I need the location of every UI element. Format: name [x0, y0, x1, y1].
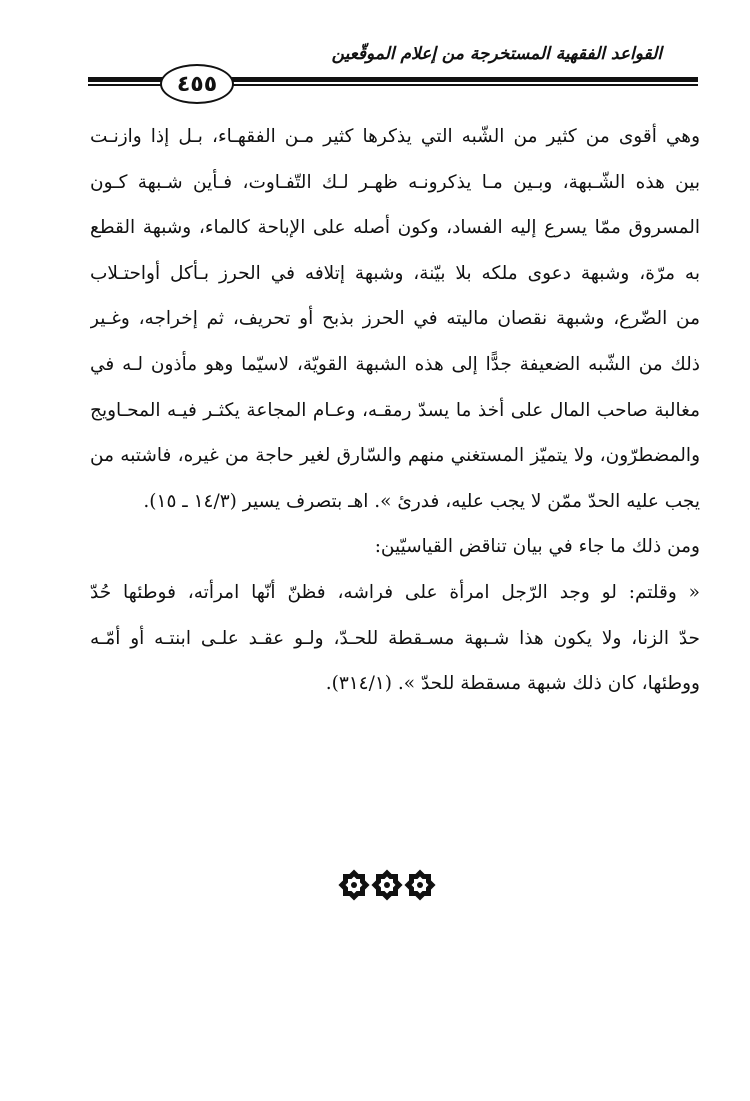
body-text — [90, 114, 700, 707]
text-line: والمضطرّون، ولا يتميّز المستغني منهم والسّارق لغير حاجة من غيره، فاشتبه من — [90, 445, 700, 467]
text-line: يجب عليه الحدّ ممّن لا يجب عليه، فدرئ ». اهـ بتصرف يسير (١٤/٣ ـ ١٥). — [143, 490, 700, 512]
text-line: من الضّرع، وشبهة نقصان ماليته في الحرز بذبح أو تحريف، ثم إخراجه، وغـير — [90, 308, 700, 330]
star-icon — [371, 869, 402, 900]
text-line: وهي أقوى من كثير من الشّبه التي يذكرها كثير مـن الفقهـاء، بـل إذا وازنـت — [90, 126, 700, 147]
text-line: المسروق ممّا يسرع إليه الفساد، وكون أصله على الإباحة كالماء، وشبهة القطع — [90, 217, 700, 239]
text-line: مغالبة صاحب المال على أخذ ما يسدّ رمقـه، وعـام المجاعة يكثـر فيـه المحـاويج — [90, 399, 700, 421]
ornament-svg — [337, 868, 437, 902]
text-line: « وقلتم: لو وجد الرّجل امرأة على فراشه، فظنّ أنّها امرأته، فوطئها حُدّ — [90, 581, 700, 603]
text-line: به مرّة، وشبهة دعوى ملكه بلا بيّنة، وشبهة إتلافه في الحرز بـأكل أواحتـلاب — [90, 262, 700, 284]
text-line: ذلك من الشّبه الضعيفة جدًّا إلى هذه الشبهة القويّة، لاسيّما وهو مأذون لـه في — [90, 353, 700, 375]
running-title: القواعد الفقهية المستخرجة من إعلام الموقّعين — [331, 44, 662, 64]
star-icon — [338, 869, 369, 900]
three-star-ornament-icon — [337, 868, 437, 902]
text-line: بين هذه الشّـبهة، وبـين مـا يذكرونـه ظهـر لـك التّفـاوت، فـأين شـبهة كـون — [90, 171, 700, 193]
text-line: حدّ الزنا، ولا يكون هذا شـبهة مسـقطة للحـدّ، ولـو عقـد علـى ابنتـه أو أمّـه — [90, 627, 700, 649]
text-line: ومن ذلك ما جاء في بيان تناقض القياسيّين: — [374, 536, 700, 558]
page-number: ٤٥٥ — [160, 64, 234, 104]
star-icon — [404, 869, 435, 900]
text-line: ووطئها، كان ذلك شبهة مسقطة للحدّ ». (٣١٤/١). — [325, 673, 700, 695]
